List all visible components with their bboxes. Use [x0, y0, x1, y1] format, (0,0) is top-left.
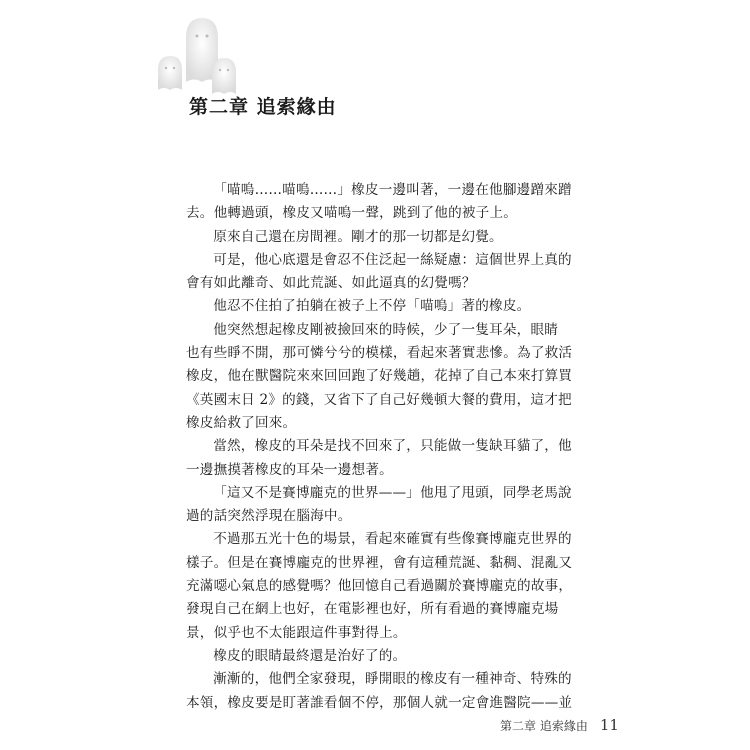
ghost-icon — [150, 8, 260, 98]
text-line: 他突然想起橡皮剛被撿回來的時候，少了一隻耳朵，眼睛 — [213, 321, 559, 338]
text-line: 一邊撫摸著橡皮的耳朵一邊想著。 — [186, 461, 393, 478]
text-line: 橡皮給救了回來。 — [186, 414, 297, 431]
text-line: 去。他轉過頭，橡皮又喵嗚一聲，跳到了他的被子上。 — [186, 205, 518, 222]
paragraph — [186, 249, 572, 296]
text-line: 也有些睜不開，那可憐兮兮的模樣，看起來著實悲慘。為了救活 — [186, 345, 573, 362]
paragraph — [186, 645, 566, 668]
running-head: 第二章 追索緣由 — [500, 719, 588, 733]
paragraph — [186, 319, 573, 435]
text-line: 樣子。但是在賽博龐克的世界裡，會有這種荒誕、黏稠、混亂又 — [186, 554, 573, 571]
ghost-left-icon — [158, 56, 182, 90]
text-line: 漸漸的，他們全家發現，睜開眼的橡皮有一種神奇、特殊的 — [213, 671, 572, 688]
text-line: 他忍不住拍了拍躺在被子上不停「喵嗚」著的橡皮。 — [213, 298, 531, 315]
text-line: 橡皮的眼睛最終還是治好了的。 — [213, 647, 407, 664]
page-number: 11 — [599, 716, 619, 734]
text-line: 景，似乎也不太能跟這件事對得上。 — [186, 624, 407, 641]
text-line: 原來自己還在房間裡。剛才的那一切都是幻覺。 — [213, 228, 503, 245]
paragraph — [186, 668, 573, 715]
text-line: 本領，橡皮要是盯著誰看個不停，那個人就一定會進醫院——並 — [186, 694, 573, 711]
paragraph — [186, 528, 573, 644]
text-line: 充滿噁心氣息的感覺嗎？他回憶自己看過關於賽博龐克的故事， — [186, 578, 573, 595]
paragraph — [186, 179, 572, 226]
paragraph — [186, 295, 566, 318]
text-line: 當然，橡皮的耳朵是找不回來了，只能做一隻缺耳貓了，他 — [213, 438, 572, 455]
text-line: 會有如此離奇、如此荒誕、如此逼真的幻覺嗎？ — [186, 275, 476, 292]
text-line: 不過那五光十色的場景，看起來確實有些像賽博龐克世界的 — [213, 531, 572, 548]
text-line: 《英國末日 2》的錢，又省下了自己好幾頓大餐的費用，這才把 — [186, 391, 572, 408]
text-line: 發現自己在網上也好，在電影裡也好，所有看過的賽博龐克場 — [186, 601, 559, 618]
body-text — [186, 179, 573, 715]
text-line: 可是，他心底還是會忍不住泛起一絲疑慮：這個世界上真的 — [213, 251, 572, 268]
page-footer — [500, 716, 619, 734]
paragraph — [186, 482, 572, 529]
text-line: 橡皮，他在獸醫院來來回回跑了好幾趟，花掉了自己本來打算買 — [186, 368, 573, 385]
text-line: 「這又不是賽博龐克的世界——」他甩了甩頭，同學老馬說 — [213, 484, 572, 501]
paragraph — [186, 435, 572, 482]
text-line: 過的話突然浮現在腦海中。 — [186, 508, 352, 525]
ghost-right-icon — [212, 58, 236, 94]
paragraph — [186, 226, 566, 249]
chapter-title: 第二章 追索緣由 — [189, 96, 337, 118]
text-line: 「喵嗚……喵嗚……」橡皮一邊叫著，一邊在他腳邊蹭來蹭 — [213, 182, 572, 198]
